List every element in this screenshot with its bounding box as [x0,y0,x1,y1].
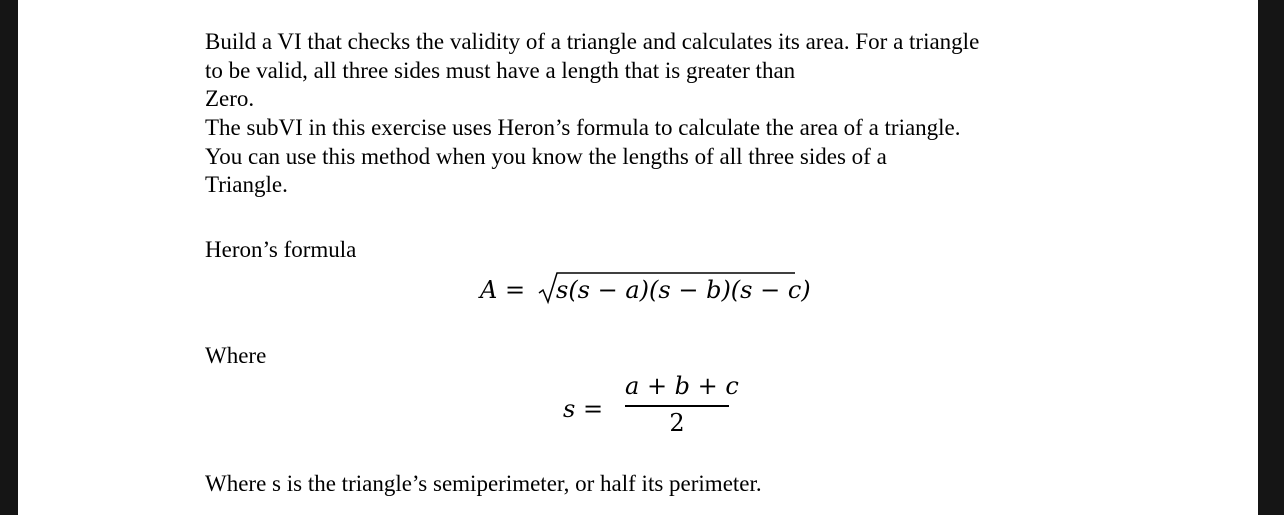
semiperimeter-numerator: a + b + c [625,372,739,400]
heron-formula-lhs: A = [480,276,526,304]
subvi-paragraph [205,114,961,200]
intro-paragraph [205,28,979,114]
where-label: Where [205,343,267,368]
semiperimeter-formula-lhs: s = [563,395,604,423]
semiperimeter-explanation: Where s is the triangle’s semiperimeter, or half its perimeter. [205,471,762,496]
subvi-line-2: You can use this method when you know the lengths of all three sides of a [205,143,887,169]
document-page [18,0,1258,515]
fraction-bar [625,405,729,407]
intro-line-2: to be valid, all three sides must have a length that is greater than [205,57,796,83]
dark-margin-right [1258,0,1284,515]
heron-formula-radicand: s(s − a)(s − b)(s − c) [556,276,811,304]
semiperimeter-denominator: 2 [669,409,685,437]
subvi-line-3: Triangle. [205,172,288,198]
subvi-line-1: The subVI in this exercise uses Heron’s formula to calculate the area of a triangle. [205,115,961,140]
heron-formula-label: Heron’s formula [205,237,357,262]
intro-line-1: Build a VI that checks the validity of a triangle and calculates its area. For a triangle [205,29,980,54]
intro-line-3: Zero. [205,86,255,112]
